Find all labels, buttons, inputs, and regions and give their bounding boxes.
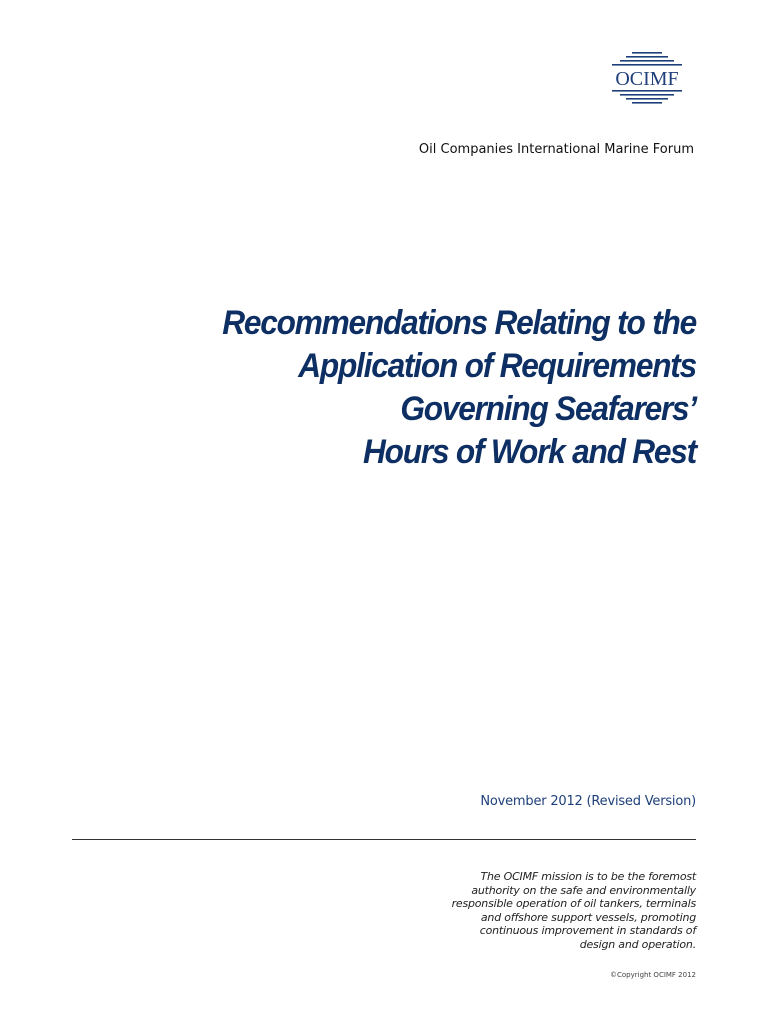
mission-line: and offshore support vessels, promoting [480, 910, 696, 924]
horizontal-divider [72, 839, 696, 840]
publication-date: November 2012 (Revised Version) [480, 794, 696, 809]
mission-line: design and operation. [579, 937, 696, 951]
title-line: Hours of Work and Rest [363, 433, 696, 471]
mission-line: continuous improvement in standards of [479, 924, 696, 938]
title-line: Application of Requirements [298, 347, 696, 385]
organization-name: Oil Companies International Marine Forum [418, 142, 694, 157]
mission-line: authority on the safe and environmentally [471, 883, 696, 897]
title-line: Recommendations Relating to the [222, 304, 696, 342]
ocimf-logo [598, 48, 696, 112]
mission-line: responsible operation of oil tankers, terminals [451, 897, 696, 911]
logo-wordmark: OCIMF [615, 68, 679, 90]
mission-statement [396, 870, 696, 952]
copyright-notice: ©Copyright OCIMF 2012 [610, 971, 696, 979]
title-line: Governing Seafarers’ [400, 390, 696, 428]
mission-line: The OCIMF mission is to be the foremost [480, 870, 696, 883]
document-title [175, 302, 696, 474]
